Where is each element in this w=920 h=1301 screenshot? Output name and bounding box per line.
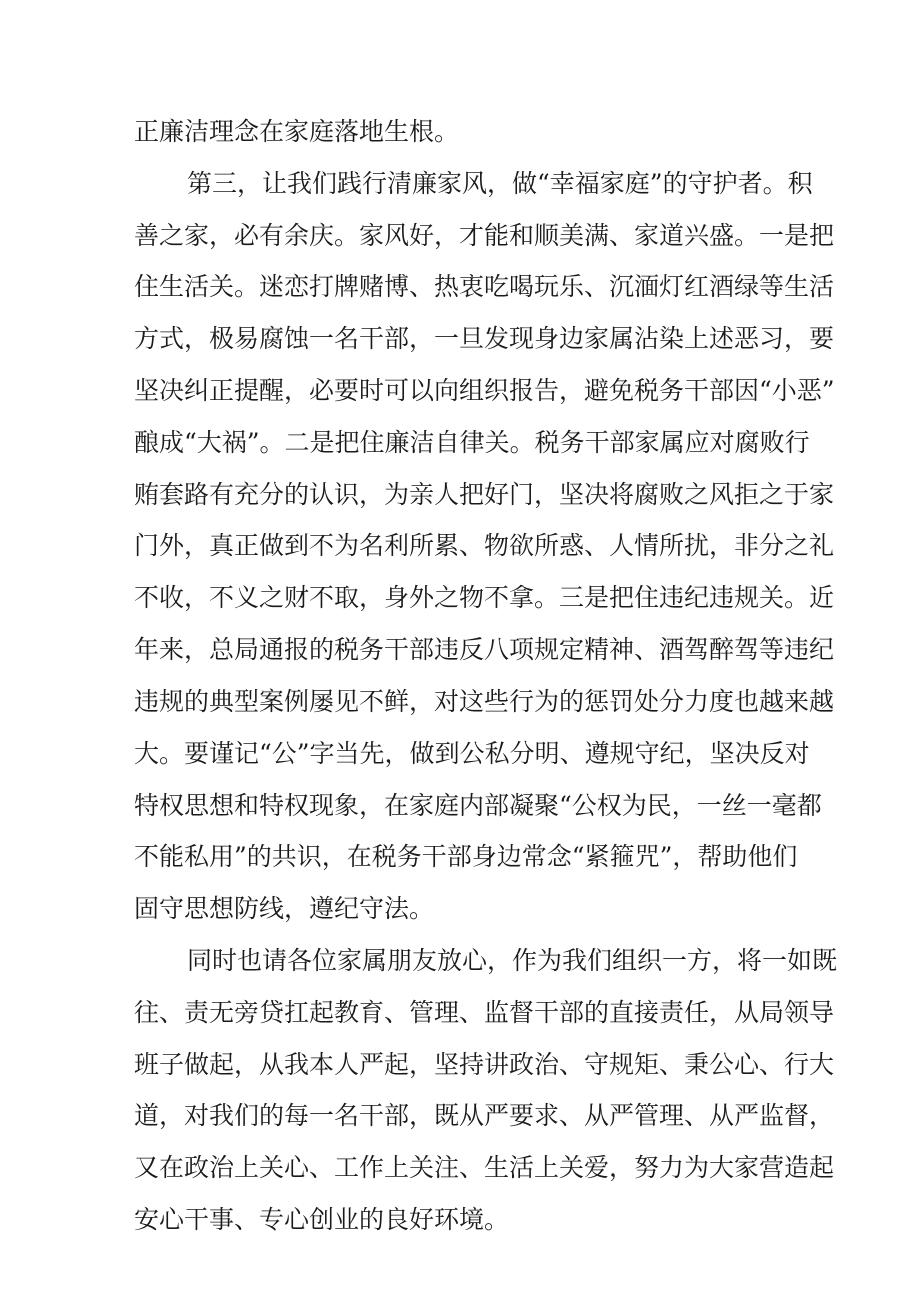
paragraph-2-line-1: 第三，让我们践行清廉家风，做“幸福家庭”的守护者。积: [187, 169, 813, 198]
paragraph-2-line-10: 年来，总局通报的税务干部违反八项规定精神、酒驾醉驾等违纪: [134, 635, 835, 664]
paragraph-2-line-5: 坚决纠正提醒，必要时可以向组织报告，避免税务干部因“小恶”: [134, 376, 835, 405]
paragraph-3-line-6: 安心干事、专心创业的良好环境。: [134, 1205, 510, 1234]
paragraph-3-line-5: 又在政治上关心、工作上关注、生活上关爱，努力为大家营造起: [134, 1153, 835, 1182]
paragraph-2-line-15: 固守思想防线，遵纪守法。: [134, 894, 435, 923]
paragraph-2-line-2: 善之家，必有余庆。家风好，才能和顺美满、家道兴盛。一是把: [134, 221, 835, 250]
paragraph-2-line-12: 大。要谨记“公”字当先，做到公私分明、遵规守纪，坚决反对: [134, 739, 810, 768]
paragraph-2-line-14: 不能私用”的共识，在税务干部身边常念“紧箍咒”，帮助他们: [134, 842, 798, 871]
paragraph-2-line-4: 方式，极易腐蚀一名干部，一旦发现身边家属沾染上述恶习，要: [134, 324, 835, 353]
paragraph-2-line-3: 住生活关。迷恋打牌赌博、热衷吃喝玩乐、沉湎灯红酒绿等生活: [134, 272, 835, 301]
paragraph-3-line-2: 往、责无旁贷扛起教育、管理、监督干部的直接责任，从局领导: [134, 998, 835, 1027]
paragraph-2-line-7: 贿套路有充分的认识，为亲人把好门，坚决将腐败之风拒之于家: [134, 480, 835, 509]
paragraph-2-line-6: 酿成“大祸”。二是把住廉洁自律关。税务干部家属应对腐败行: [134, 428, 810, 457]
paragraph-2-line-13: 特权思想和特权现象，在家庭内部凝聚“公权为民，一丝一毫都: [134, 791, 822, 820]
paragraph-3-line-3: 班子做起，从我本人严起，坚持讲政治、守规矩、秉公心、行大: [134, 1050, 835, 1079]
paragraph-1-line-1: 正廉洁理念在家庭落地生根。: [134, 117, 460, 146]
paragraph-2-line-11: 违规的典型案例屡见不鲜，对这些行为的惩罚处分力度也越来越: [134, 687, 835, 716]
paragraph-3-line-1: 同时也请各位家属朋友放心，作为我们组织一方，将一如既: [187, 946, 838, 975]
paragraph-2-line-8: 门外，真正做到不为名利所累、物欲所惑、人情所扰，非分之礼: [134, 531, 835, 560]
paragraph-3-line-4: 道，对我们的每一名干部，既从严要求、从严管理、从严监督，: [134, 1101, 835, 1130]
paragraph-2-line-9: 不收，不义之财不取，身外之物不拿。三是把住违纪违规关。近: [134, 583, 835, 612]
